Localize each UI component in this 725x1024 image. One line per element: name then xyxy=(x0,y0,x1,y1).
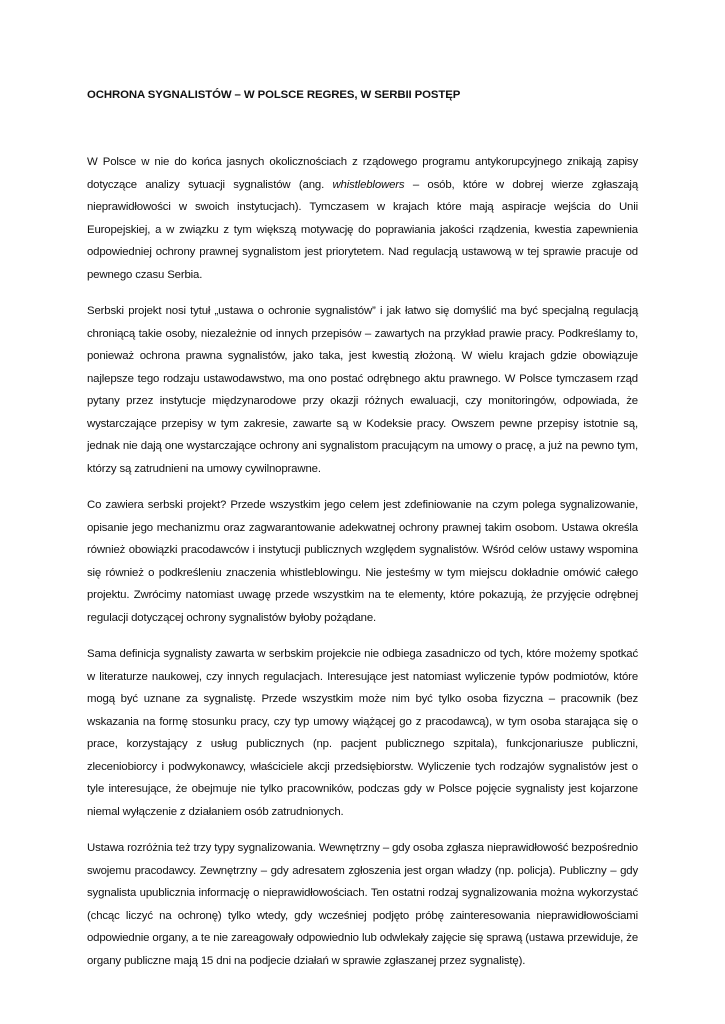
paragraph-3: Co zawiera serbski projekt? Przede wszystkim jego celem jest zdefiniowanie na czym polega sygnalizowanie, opisanie jego mechanizmu oraz zagwarantowanie adekwatnej ochrony prawnej takim osobom. Ustawa określa również obowiązki pracodawców i instytucji publicznych względem sygnalistów. Wśród celów ustawy wspomina się również o podkreśleniu znaczenia whistleblowingu. Nie jesteśmy w tym miejscu dokładnie omówić całego projektu. Zwrócimy natomiast uwagę przede wszystkim na te elementy, które pokazują, że przyjęcie odrębnej regulacji dotyczącej ochrony sygnalistów byłoby pożądane. xyxy=(87,499,638,624)
paragraph-5: Ustawa rozróżnia też trzy typy sygnalizowania. Wewnętrzny – gdy osoba zgłasza nieprawidłowość bezpośrednio swojemu pracodawcy. Zewnętrzny – gdy adresatem zgłoszenia jest organ władzy (np. policja). Publiczny – gdy sygnalista upublicznia informację o nieprawidłowościach. Ten ostatni rodzaj sygnalizowania można wykorzystać (chcąc liczyć na ochronę) tylko wtedy, gdy wcześniej podjęto próbę zainteresowania nieprawidłowościami odpowiednie organy, a te nie zareagowały odpowiednio lub odwlekały zajęcie się sprawą (ustawa przewiduje, że organy publiczne mają 15 dni na podjecie działań w sprawie zgłaszanej przez sygnalistę). xyxy=(87,842,638,967)
document-title: OCHRONA SYGNALISTÓW – W POLSCE REGRES, W SERBII POSTĘP xyxy=(87,89,461,101)
paragraph-2: Serbski projekt nosi tytuł „ustawa o ochronie sygnalistów” i jak łatwo się domyślić ma być specjalną regulacją chroniącą takie osoby, niezależnie od innych przepisów – zawartych na przykład prawie pracy. Podkreślamy to, ponieważ ochrona prawna sygnalistów, jako taka, jest kwestią złożoną. W wielu krajach gdzie obowiązuje najlepsze tego rodzaju ustawodawstwo, ma ono postać odrębnego aktu prawnego. W Polsce tymczasem rząd pytany przez instytucje międzynarodowe przy okazji różnych ewaluacji, czy monitoringów, odpowiada, że wystarczające przepisy w tym zakresie, zawarte są w Kodeksie pracy. Owszem pewne przepisy istotnie są, jednak nie dają one wystarczające ochrony ani sygnalistom pracującym na umowy o pracę, a już na pewno tym, którzy są zatrudnieni na umowy cywilnoprawne. xyxy=(87,305,638,475)
document-body xyxy=(87,87,638,986)
paragraph-1-text-b: – osób, które w dobrej wierze zgłaszają nieprawidłowości w swoich instytucjach). Tymczasem w krajach które mają aspiracje wejścia do Unii Europejskiej, a w związku z tym większą motywację do poprawiania jakości rządzenia, kwestia zapewnienia odpowiedniej ochrony prawnej sygnalistom jest priorytetem. Nad regulacją ustawową w tej sprawie pracuje od pewnego czasu Serbia. xyxy=(87,178,638,281)
paragraph-1-italic-term: whistleblowers xyxy=(332,178,405,191)
paragraph-4: Sama definicja sygnalisty zawarta w serbskim projekcie nie odbiega zasadniczo od tych, które możemy spotkać w literaturze naukowej, czy innych regulacjach. Interesujące jest natomiast wyliczenie typów podmiotów, które mogą być uznane za sygnalistę. Przede wszystkim może nim być tylko osoba fizyczna – pracownik (bez wskazania na formę stosunku pracy, czy typ umowy wiążącej go z pracodawcą), w tym osoba starająca się o prace, korzystający z usług publicznych (np. pacjent publicznego szpitala), funkcjonariusze publiczni, zleceniobiorcy i podwykonawcy, właściciele akcji przedsiębiorstw. Wyliczenie tych rodzajów sygnalistów jest o tyle interesujące, że obejmuje nie tylko pracowników, podczas gdy w Polsce pojęcie sygnalisty jest kojarzone niemal wyłączenie z działaniem osób zatrudnionych. xyxy=(87,648,638,818)
paragraph-1 xyxy=(87,151,638,286)
paragraph-1-text-a: W Polsce w nie do końca jasnych okolicznościach z rządowego programu antykorupcyjnego znikają zapisy dotyczące analizy sytuacji sygnalistów (ang. xyxy=(87,156,638,191)
